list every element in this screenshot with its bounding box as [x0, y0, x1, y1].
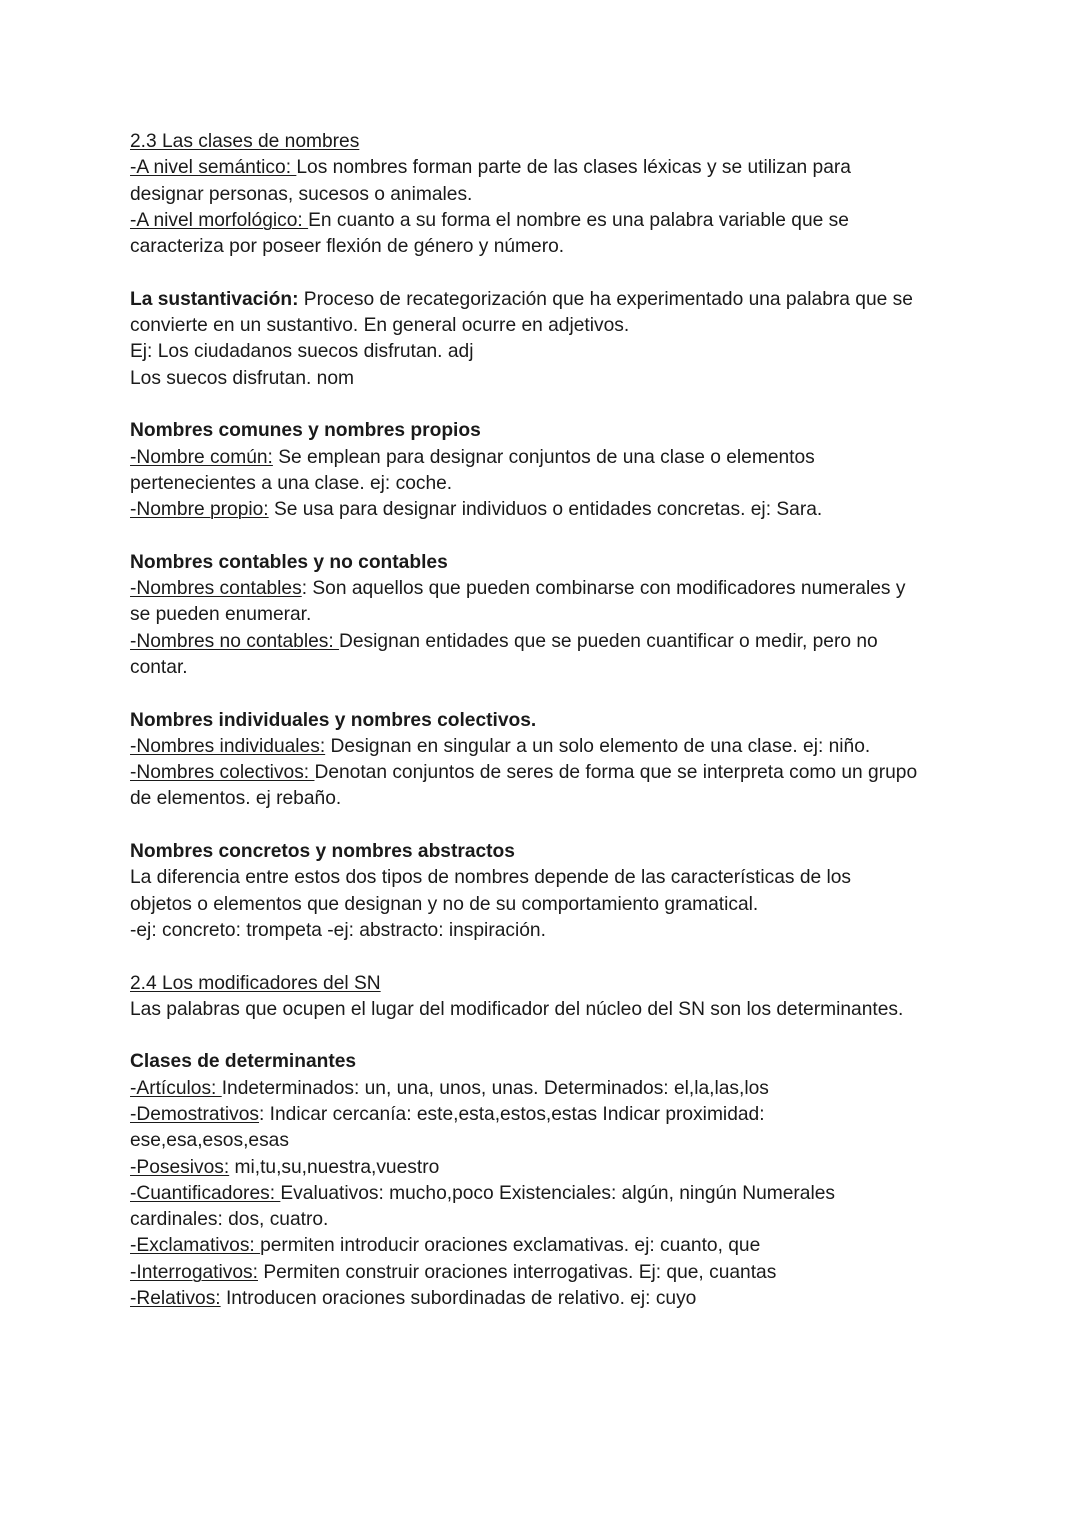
definition-text: Indeterminados: un, una, unos, unas. Determinados: el,la,las,los [221, 1077, 769, 1099]
term-label: -Interrogativos: [130, 1261, 258, 1283]
definition-text: : Son aquellos que pueden combinarse con modificadores numerales y [301, 578, 906, 600]
paragraph-line: se pueden enumerar. [130, 604, 312, 626]
section-heading-modificadores [130, 971, 960, 997]
list-item [130, 1076, 960, 1102]
blank-line [130, 260, 960, 286]
subsection-heading-determinantes: Clases de determinantes [130, 1051, 357, 1073]
term-label: -Exclamativos: [130, 1235, 261, 1257]
definition-text: mi,tu,su,nuestra,vuestro [229, 1156, 440, 1178]
term-label: -Nombre propio: [130, 499, 269, 521]
definition-text: Designan entidades que se pueden cuantificar o medir, pero no [339, 630, 878, 652]
paragraph-line [130, 760, 960, 786]
paragraph-line [130, 734, 960, 760]
paragraph-line [130, 208, 960, 234]
list-item [130, 1286, 960, 1312]
heading-text: 2.4 Los modificadores del SN [130, 972, 381, 994]
subsection-heading-contables: Nombres contables y no contables [130, 551, 448, 573]
definition-text: Permiten construir oraciones interrogativas. Ej: que, cuantas [257, 1261, 777, 1283]
term-label: -Nombres individuales: [130, 735, 326, 757]
term-label: -Artículos: [130, 1077, 222, 1099]
heading-text: 2.3 Las clases de nombres [130, 131, 360, 152]
term-label: -Posesivos: [130, 1156, 230, 1178]
definition-text: Se usa para designar individuos o entidades concretas. ej: Sara. [268, 499, 823, 521]
blank-line [130, 1023, 960, 1049]
definition-text: : Indicar cercanía: este,esta,estos,estas Indicar proximidad: [259, 1103, 765, 1125]
definition-text: Designan en singular a un solo elemento de una clase. ej: niño. [325, 735, 871, 757]
paragraph-line: convierte en un sustantivo. En general ocurre en adjetivos. [130, 315, 630, 337]
paragraph-line [130, 155, 960, 181]
paragraph-line [130, 445, 960, 471]
paragraph-line: objetos o elementos que designan y no de su comportamiento gramatical. [130, 893, 759, 915]
paragraph-line: ese,esa,esos,esas [130, 1130, 289, 1152]
paragraph-line: contar. [130, 656, 188, 678]
definition-text: Proceso de recategorización que ha experimentado una palabra que se [303, 288, 913, 310]
paragraph-line: de elementos. ej rebaño. [130, 788, 342, 810]
term-label: -Nombres colectivos: [130, 762, 315, 784]
definition-text: Los nombres forman parte de las clases léxicas y se utilizan para [296, 157, 851, 179]
paragraph-line: designar personas, sucesos o animales. [130, 183, 473, 205]
subsection-heading-individuales-colectivos: Nombres individuales y nombres colectivos. [130, 709, 537, 731]
example-line: Ej: Los ciudadanos suecos disfrutan. adj [130, 341, 474, 363]
term-label: -Nombres no contables: [130, 630, 340, 652]
bold-term: La sustantivación: [130, 288, 304, 310]
paragraph-line [130, 497, 960, 523]
blank-line [130, 681, 960, 707]
definition-text: En cuanto a su forma el nombre es una palabra variable que se [308, 209, 849, 231]
definition-text: Se emplean para designar conjuntos de una clase o elementos [272, 446, 815, 468]
list-item [130, 1181, 960, 1207]
term-label: -Nombre común: [130, 446, 273, 468]
term-label: -A nivel semántico: [130, 157, 297, 179]
list-item [130, 1102, 960, 1128]
example-line: -ej: concreto: trompeta -ej: abstracto: inspiración. [130, 919, 546, 941]
term-label: -Nombres contables [130, 578, 302, 600]
paragraph-line [130, 576, 960, 602]
paragraph-line [130, 629, 960, 655]
example-line: Los suecos disfrutan. nom [130, 367, 354, 389]
definition-text: Denotan conjuntos de seres de forma que se interpreta como un grupo [314, 762, 918, 784]
list-item [130, 1155, 960, 1181]
subsection-heading-comunes-propios: Nombres comunes y nombres propios [130, 420, 481, 442]
blank-line [130, 813, 960, 839]
definition-text: Evaluativos: mucho,poco Existenciales: algún, ningún Numerales [280, 1182, 835, 1204]
blank-line [130, 944, 960, 970]
definition-text: permiten introducir oraciones exclamativas. ej: cuanto, que [260, 1235, 761, 1257]
list-item [130, 1260, 960, 1286]
definition-text: Introducen oraciones subordinadas de relativo. ej: cuyo [220, 1288, 697, 1310]
paragraph-line: pertenecientes a una clase. ej: coche. [130, 472, 453, 494]
term-label: -Relativos: [130, 1288, 221, 1310]
paragraph-line: caracteriza por poseer flexión de género y número. [130, 236, 565, 258]
paragraph-line: Las palabras que ocupen el lugar del modificador del núcleo del SN son los determinantes. [130, 998, 904, 1020]
term-label: -A nivel morfológico: [130, 209, 309, 231]
subsection-heading-concretos-abstractos: Nombres concretos y nombres abstractos [130, 841, 515, 863]
paragraph-line [130, 287, 960, 313]
section-heading-clases-de-nombres [130, 129, 960, 155]
term-label: -Cuantificadores: [130, 1182, 281, 1204]
paragraph-line: cardinales: dos, cuatro. [130, 1209, 329, 1231]
paragraph-line: La diferencia entre estos dos tipos de nombres depende de las características de los [130, 867, 852, 889]
blank-line [130, 392, 960, 418]
blank-line [130, 523, 960, 549]
term-label: -Demostrativos [130, 1103, 260, 1125]
list-item [130, 1233, 960, 1259]
document-page [130, 129, 960, 1312]
